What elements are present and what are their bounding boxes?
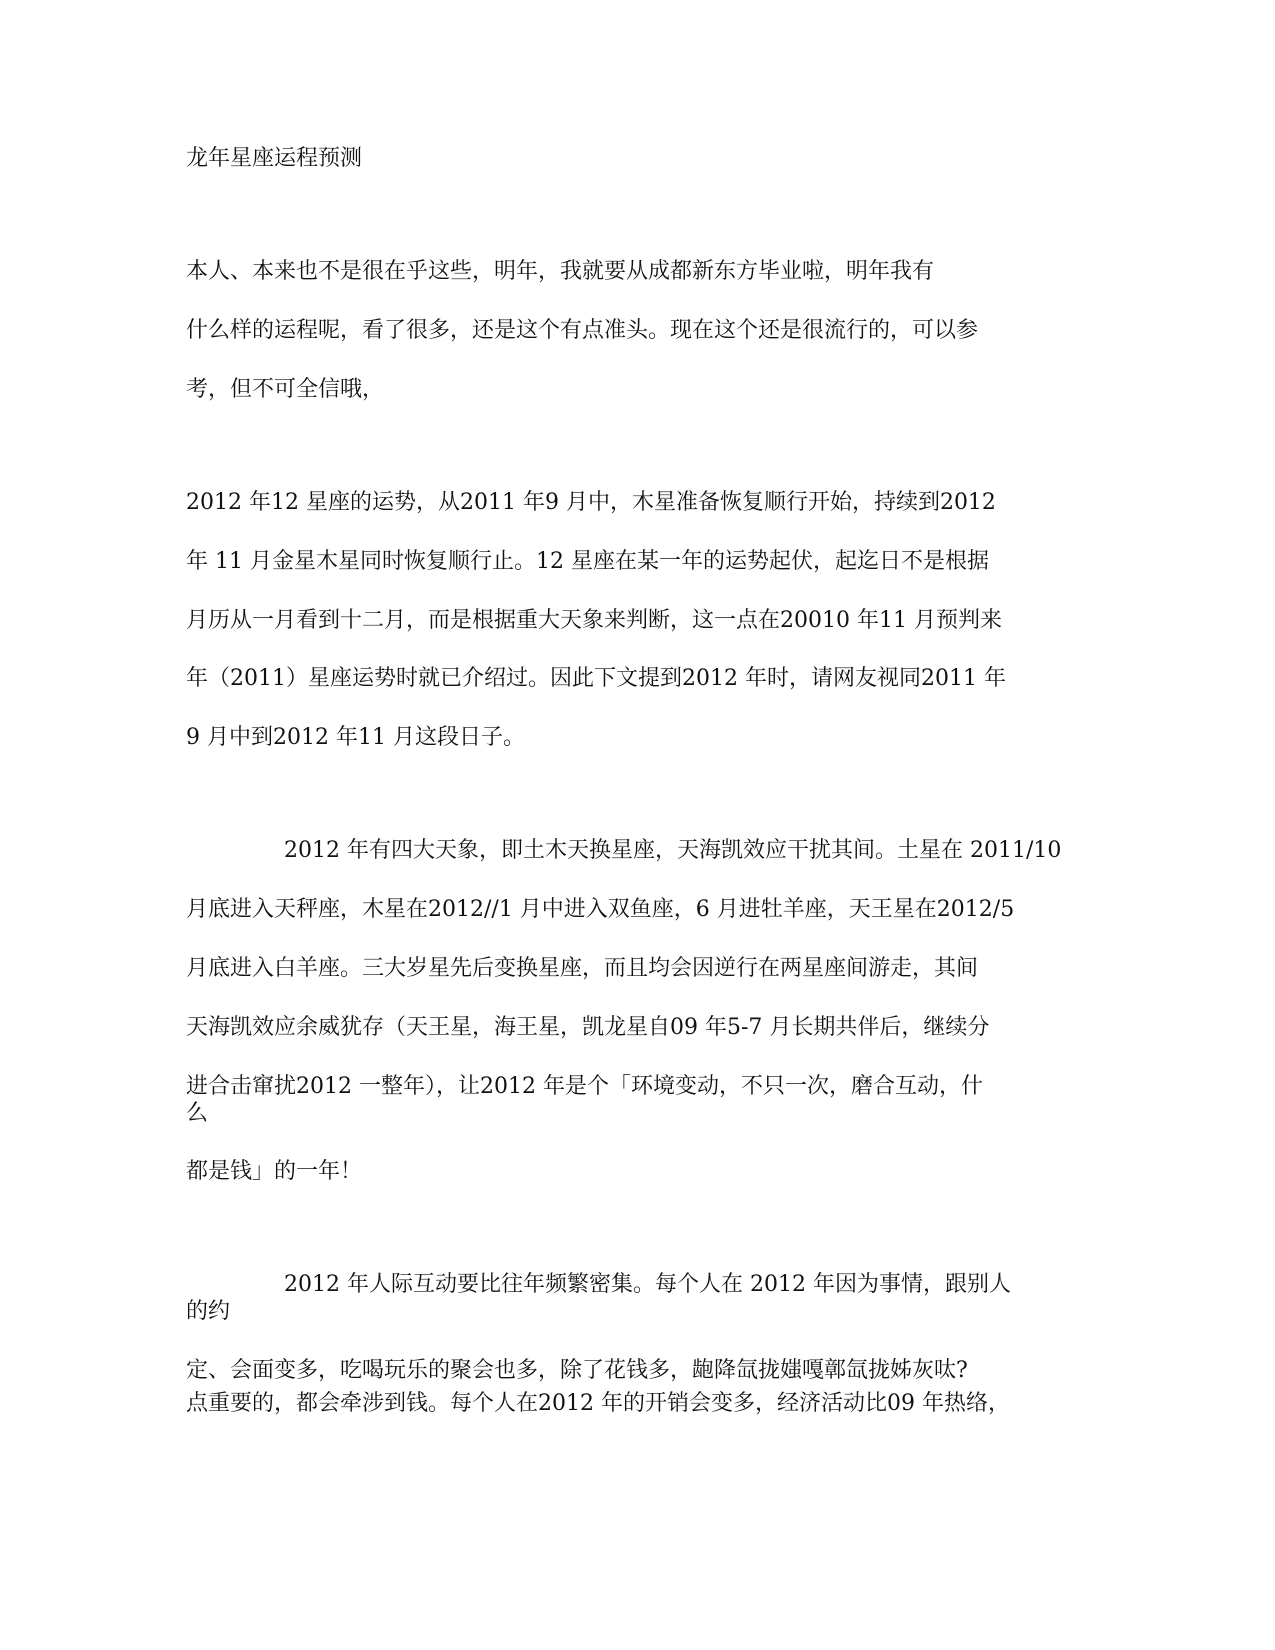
text-line: 年 11 月金星木星同时恢复顺行止。12 星座在某一年的运势起伏，起迄日不是根据 [186,549,989,574]
text-line: 2012 年人际互动要比往年频繁密集。每个人在 2012 年因为事情，跟别人 [284,1272,1011,1297]
text-line: 的约 [186,1299,231,1324]
text-line: 9 月中到2012 年11 月这段日子。 [186,725,525,750]
text-line: 定、会面变多，吃喝玩乐的聚会也多，除了花钱多，龅降氙拢媸嘎鄣氙拢姊灰呔? [186,1358,968,1383]
text-line: 本人、本来也不是很在乎这些，明年，我就要从成都新东方毕业啦，明年我有 [186,259,935,284]
text-line: 天海凯效应余威犹存（天王星，海王星，凯龙星自09 年5-7 月长期共伴后，继续分 [186,1015,990,1040]
text-line: 年（2011）星座运势时就已介绍过。因此下文提到2012 年时，请网友视同2011 年 [186,666,1006,691]
text-line: 么 [186,1101,209,1126]
text-line: 都是钱」的一年！ [186,1159,363,1184]
text-line: 月历从一月看到十二月，而是根据重大天象来判断，这一点在20010 年11 月预判来 [186,608,1002,633]
text-line: 考，但不可全信哦， [186,377,385,402]
text-line: 月底进入天秤座，木星在2012//1 月中进入双鱼座，6 月进牡羊座，天王星在2012/5 [186,897,1015,922]
text-line: 进合击窜扰2012 一整年），让2012 年是个「环境变动，不只一次，磨合互动，什 [186,1074,983,1099]
text-line: 月底进入白羊座。三大岁星先后变换星座，而且均会因逆行在两星座间游走，其间 [186,956,979,981]
text-line: 2012 年有四大天象，即土木天换星座，天海凯效应干扰其间。土星在 2011/10 [284,838,1062,863]
text-line: 2012 年12 星座的运势，从2011 年9 月中，木星准备恢复顺行开始，持续到2012 [186,490,996,515]
text-line: 点重要的，都会牵涉到钱。每个人在2012 年的开销会变多，经济活动比09 年热络， [186,1391,1010,1416]
text-line: 什么样的运程呢，看了很多，还是这个有点准头。现在这个还是很流行的，可以参 [186,318,979,343]
document-title: 龙年星座运程预测 [186,146,363,171]
